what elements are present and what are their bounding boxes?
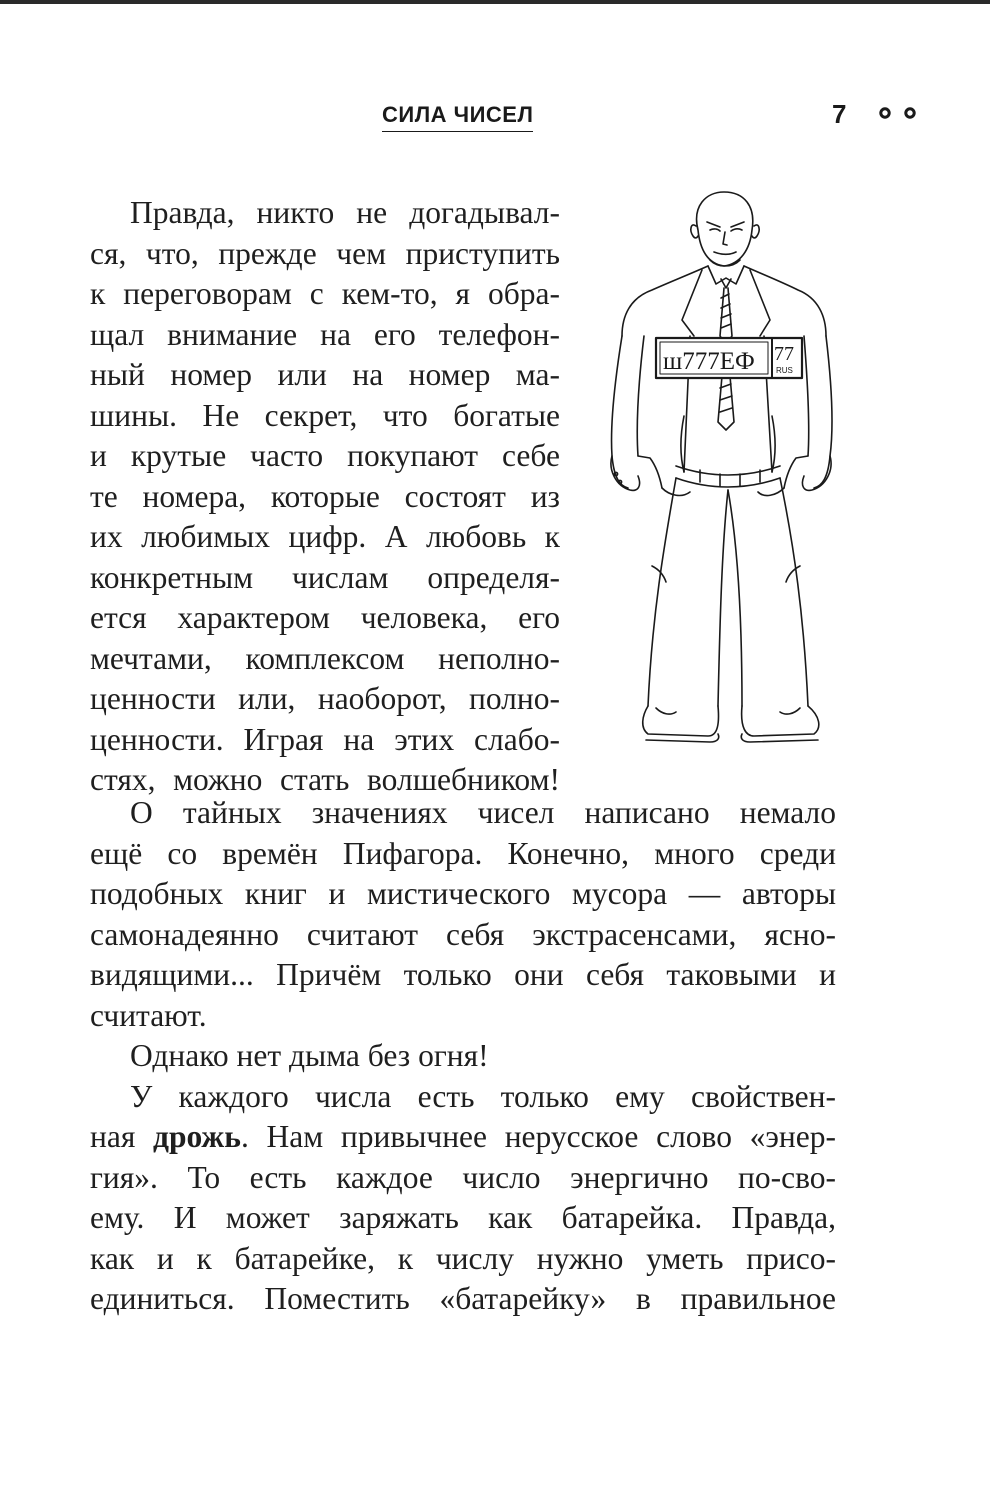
text-line: видящими... Причём только они себя таковыми и (90, 957, 836, 992)
wrapped-paragraph (90, 193, 560, 801)
text-line: щал внимание на его телефон- (90, 316, 560, 352)
text-line: ценности. Играя на этих слабо- (90, 721, 560, 757)
text-line: Правда, никто не догадывал- (130, 195, 560, 230)
top-edge-rule (0, 0, 990, 4)
text-line: те номера, которые состоят из (90, 478, 560, 514)
text-line: к переговорам с кем-то, я обра- (90, 276, 560, 311)
plate-region: 77 (774, 343, 794, 365)
full-width-text (90, 793, 836, 1320)
text-line: подобных книг и мистического мусора — авторы (90, 876, 836, 911)
plate-country: RUS (776, 366, 793, 375)
text-line: единиться. Поместить «батарейку» в правильное (90, 1281, 836, 1316)
license-plate (656, 338, 802, 378)
text-line: стях, можно стать волшебником! (90, 762, 560, 797)
text-line (90, 1117, 836, 1158)
man-with-license-plate-illustration (590, 186, 840, 752)
text-line: О тайных значениях чисел написано немало (130, 795, 836, 830)
text-line: как и к батарейке, к числу нужно уметь присо- (90, 1240, 836, 1276)
text-line: ный номер или на номер ма- (90, 357, 560, 392)
text-line: ценности или, наоборот, полно- (90, 681, 560, 716)
text-line: ему. И может заряжать как батарейка. Правда, (90, 1200, 836, 1235)
text-line: ещё со времён Пифагора. Конечно, много среди (90, 835, 836, 871)
text-segment: . Нам привычнее нерусское слово «энер- (240, 1119, 836, 1154)
text-line: ется характером человека, его (90, 600, 560, 635)
text-line: самонадеянно считают себя экстрасенсами, ясно- (90, 916, 836, 952)
text-line: считают. (90, 997, 207, 1033)
text-line: шины. Не секрет, что богатые (90, 397, 560, 433)
text-line: ся, что, прежде чем приступить (90, 235, 560, 271)
text-segment: ная (90, 1119, 154, 1154)
text-line: их любимых цифр. А любовь к (90, 519, 560, 554)
running-head: СИЛА ЧИСЕЛ (382, 102, 533, 132)
text-line: мечтами, комплексом неполно- (90, 640, 560, 676)
page-number: 7 (832, 99, 847, 129)
text-line: У каждого числа есть только ему свойствен- (130, 1078, 836, 1114)
text-line: гия». То есть каждое число энергично по-сво- (90, 1159, 836, 1195)
text-line: Однако нет дыма без огня! (130, 1038, 489, 1073)
emphasized-word: дрожь (153, 1119, 241, 1154)
text-line: и крутые часто покупают себе (90, 438, 560, 473)
text-line: конкретным числам определя- (90, 559, 560, 595)
dots-ornament-icon (878, 106, 920, 122)
plate-number: ш777ЕФ (663, 348, 755, 375)
